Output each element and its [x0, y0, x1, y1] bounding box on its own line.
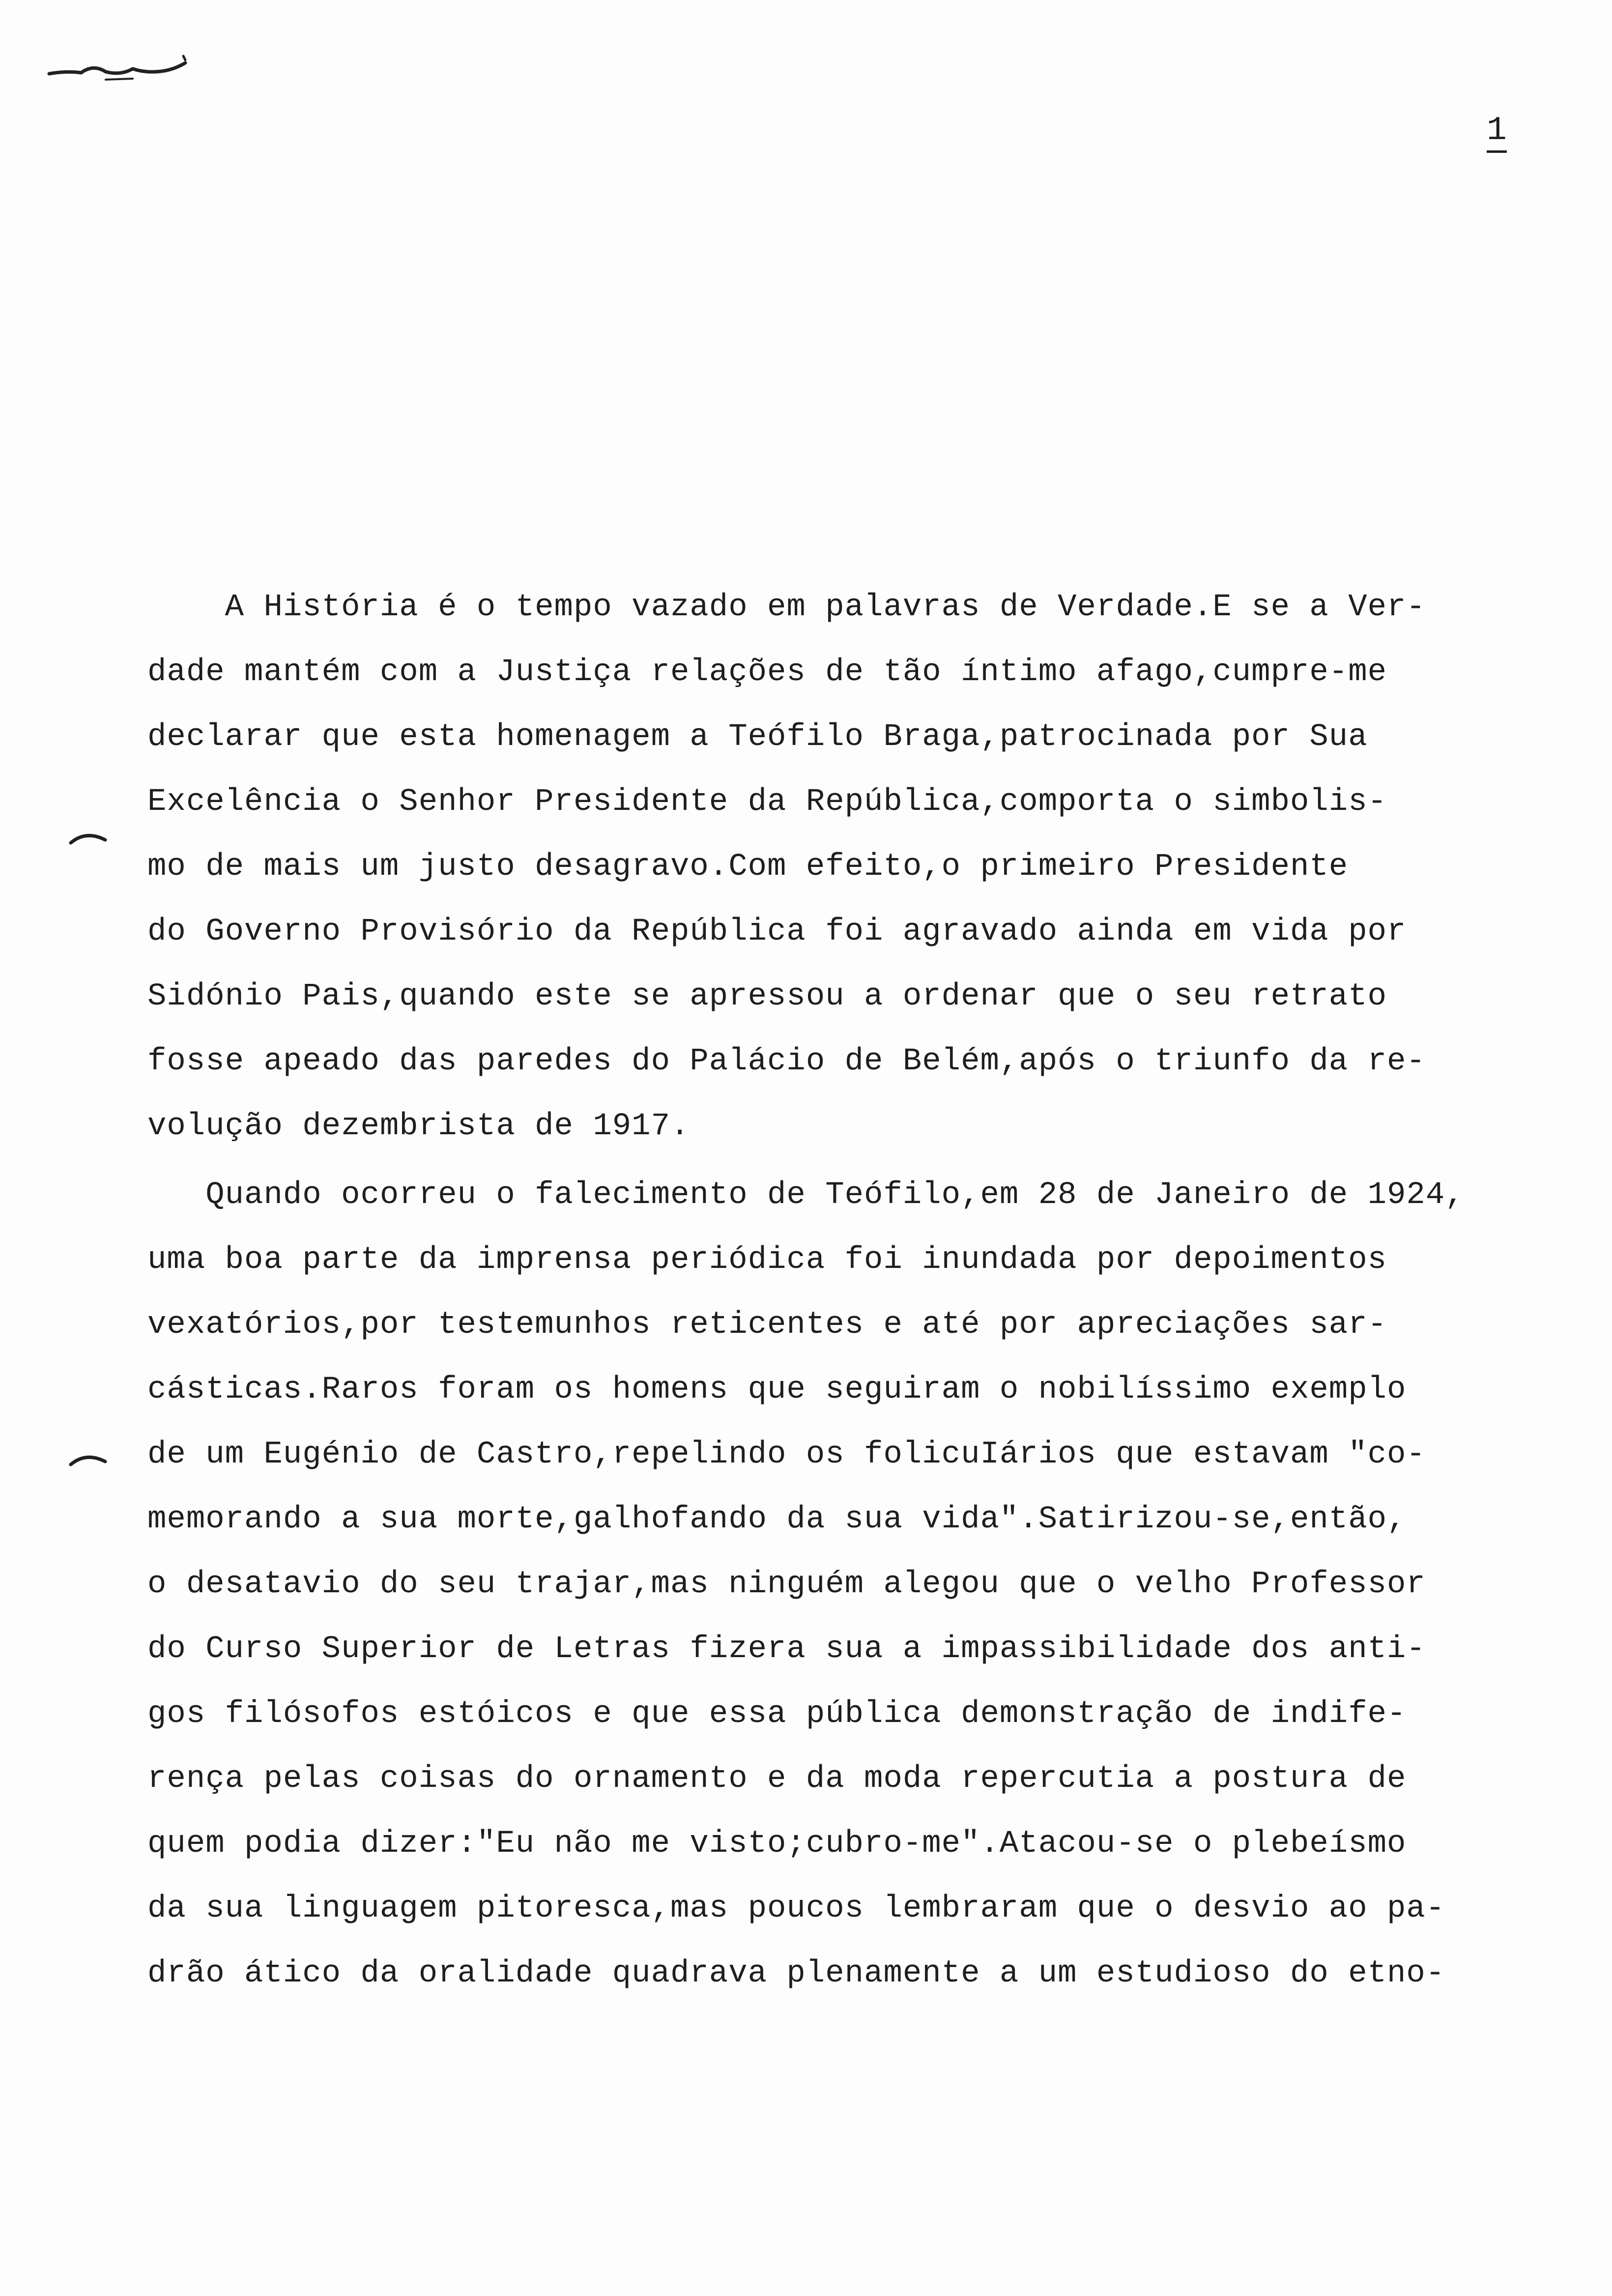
text-line: do Curso Superior de Letras fizera sua a impassibilidade dos anti-: [147, 1632, 1426, 1667]
text-line: cásticas.Raros foram os homens que seguiram o nobilíssimo exemplo: [147, 1372, 1407, 1407]
text-line: o desatavio do seu trajar,mas ninguém alegou que o velho Professor: [147, 1567, 1426, 1602]
text-line: A História é o tempo vazado em palavras de Verdade.E se a Ver-: [147, 590, 1426, 625]
text-line: quem podia dizer:"Eu não me visto;cubro-me".Atacou-se o plebeísmo: [147, 1826, 1407, 1862]
text-line: de um Eugénio de Castro,repelindo os folicuIários que estavam "co-: [147, 1437, 1426, 1472]
paragraph: [147, 1163, 1494, 2006]
text-line: do Governo Provisório da República foi agravado ainda em vida por: [147, 914, 1407, 949]
text-line: dade mantém com a Justiça relações de tão íntimo afago,cumpre-me: [147, 655, 1387, 690]
text-line: Quando ocorreu o falecimento de Teófilo,em 28 de Janeiro de 1924,: [147, 1177, 1465, 1213]
text-line: fosse apeado das paredes do Palácio de Belém,após o triunfo da re-: [147, 1044, 1426, 1079]
text-line: vexatórios,por testemunhos reticentes e até por apreciações sar-: [147, 1307, 1387, 1343]
text-line: gos filósofos estóicos e que essa pública demonstração de indife-: [147, 1696, 1407, 1732]
text-line: drão ático da oralidade quadrava plenamente a um estudioso do etno-: [147, 1956, 1445, 1991]
text-line: da sua linguagem pitoresca,mas poucos lembraram que o desvio ao pa-: [147, 1891, 1445, 1926]
text-line: uma boa parte da imprensa periódica foi inundada por depoimentos: [147, 1242, 1387, 1278]
text-line: Excelência o Senhor Presidente da República,comporta o simbolis-: [147, 784, 1387, 820]
handwritten-mark-icon: [47, 54, 189, 88]
body-text: [147, 575, 1494, 2006]
text-line: mo de mais um justo desagravo.Com efeito,o primeiro Presidente: [147, 849, 1349, 885]
text-line: declarar que esta homenagem a Teófilo Braga,patrocinada por Sua: [147, 719, 1368, 755]
margin-mark-icon: [69, 1450, 108, 1469]
text-line: Sidónio Pais,quando este se apressou a ordenar que o seu retrato: [147, 979, 1387, 1014]
text-line: volução dezembrista de 1917.: [147, 1109, 690, 1144]
page-number: 1: [1487, 114, 1507, 153]
text-line: memorando a sua morte,galhofando da sua vida".Satirizou-se,então,: [147, 1502, 1407, 1537]
margin-mark-icon: [69, 828, 108, 848]
paragraph: [147, 575, 1494, 1159]
text-line: rença pelas coisas do ornamento e da moda repercutia a postura de: [147, 1761, 1407, 1797]
